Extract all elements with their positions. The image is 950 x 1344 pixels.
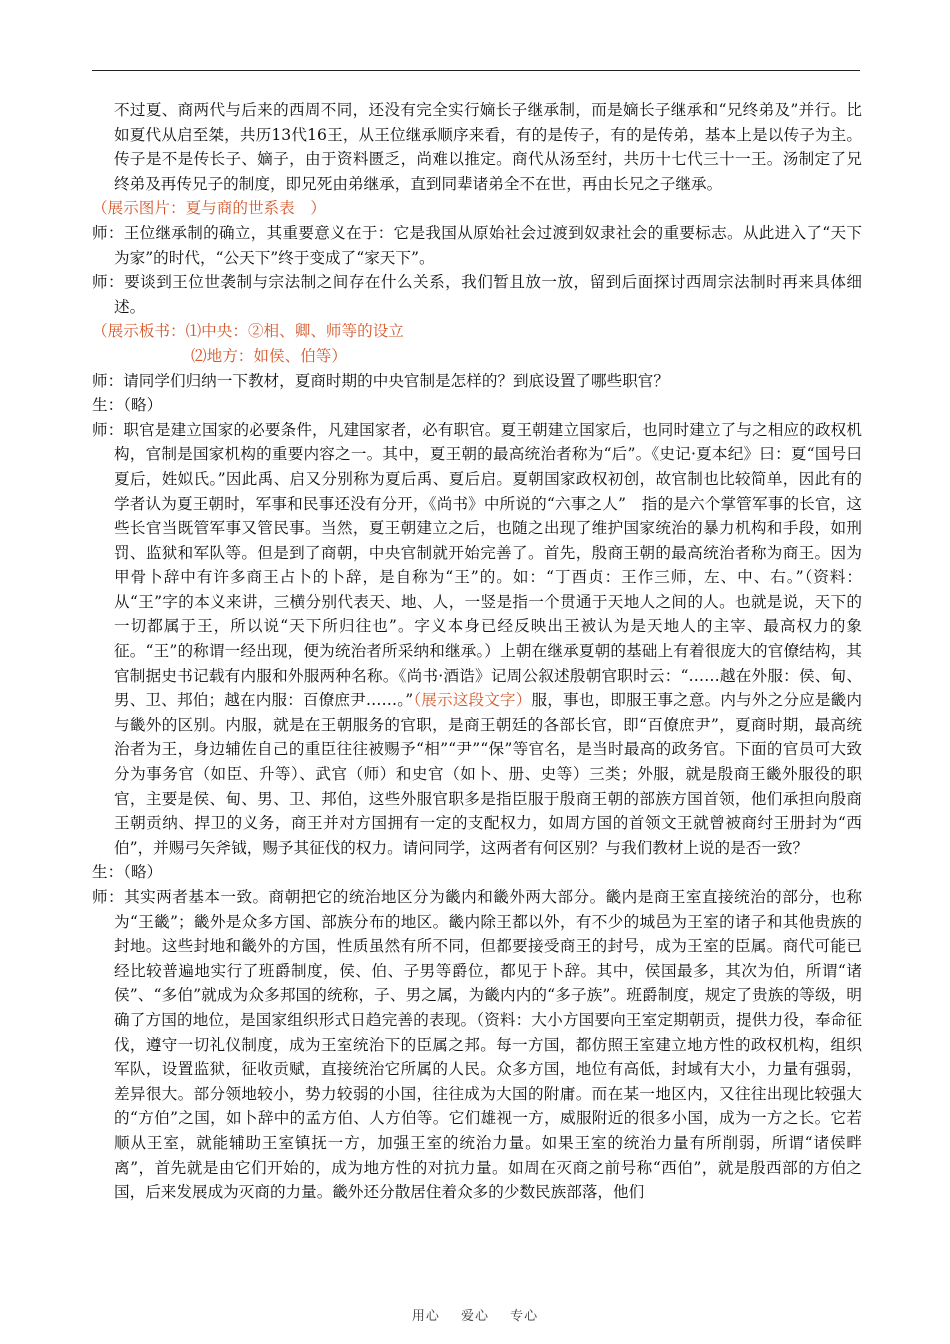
show-image-note: （展示图片：夏与商的世系表 ） (92, 199, 326, 218)
teacher-line: 师：王位继承制的确立，其重要意义在于：它是我国从原始社会过渡到奴隶社会的重要标志。从此进入了“天下为家”的时代，“公天下”终于变成了“家天下”。 (92, 223, 862, 267)
footer-word: 用心 (411, 1309, 440, 1324)
header-rule (92, 70, 860, 71)
paragraph-text: 服，事也，即服王事之意。内与外之分应是畿内与畿外的区别。内服，就是在王朝服务的官职，是商王朝廷的各部长官，即“百僚庶尹”，夏商时期，最高统治者为王，身边辅佐自己的重臣往往被赐予“相”“尹”“保”等官名，是当时最高的政务官。下面的官员可大致分为事务官（如臣、升等）、武官（师）和史官（如卜、册、史等）三类；外服，就是殷商王畿外服役的职官，主要是侯、甸、男、卫、邦伯，这些外服官职多是指臣服于殷商王朝的部族方国首领，他们承担向殷商王朝贡纳、捍卫的义务，商王并对方国拥有一定的支配权力，如周方国的首领文王就曾被商纣王册封为“西伯”，并赐弓矢斧钺，赐予其征伐的权力。请问同学，这两者有何区别？与我们教材上说的是否一致？ (114, 691, 862, 857)
footer-word: 爱心 (460, 1309, 489, 1324)
show-text-note: （展示这段文字） (413, 691, 532, 710)
paragraph-text: 师：职官是建立国家的必要条件，凡建国家者，必有职官。夏王朝建立国家后，也同时建立了与之相应的政权机构，官制是国家机构的重要内容之一。其中，夏王朝的最高统治者称为“后”。《史记·夏本纪》曰：夏“国号曰夏后，姓姒氏。”因此禹、启又分别称为夏后禹、夏后启。夏朝国家政权初创，故官制也比较简单，因此有的学者认为夏王朝时，军事和民事还没有分开，《尚书》中所说的“六事之人” 指的是六个掌管军事的长官，这些长官当既管军事又管民事。当然，夏王朝建立之后，也随之出现了维护国家统治的暴力机构和手段，如刑罚、监狱和军队等。但是到了商朝，中央官制就开始完善了。首先，殷商王朝的最高统治者称为商王。因为甲骨卜辞中有许多商王占卜的卜辞，是自称为“王”的。如：“丁酉贞：王作三师，左、中、右。”（资料：从“王”字的本义来讲，三横分别代表天、地、人，一竖是指一个贯通于天地人之间的人。也就是说，天下的一切都属于王，所以说“天下所归往也”。字义本身已经反映出王被认为是天地人的主宰、最高权力的象征。“王”的称谓一经出现，便为统治者所采纳和继承。）上朝在继承夏朝的基础上有着很庞大的官僚结构，其官制据史书记载有内服和外服两种名称。《尚书·酒诰》记周公叙述殷朝官职时云：“……越在外服：侯、甸、男、卫、邦伯；越在内服：百僚庶尹……。” (92, 420, 862, 710)
document-body (92, 98, 862, 1205)
page-footer (0, 1305, 950, 1324)
board-note-central: （展示板书：⑴中央：②相、卿、师等的设立 (92, 322, 404, 341)
paragraph-succession: 不过夏、商两代与后来的西周不同，还没有完全实行嫡长子继承制，而是嫡长子继承和“兄终弟及”并行。比如夏代从启至桀，共历13代16王，从王位继承顺序来看，有的是传子，有的是传弟，基本上是以传子为主。传子是不是传长子、嫡子，由于资料匮乏，尚难以推定。商代从汤至纣，共历十七代三十一王。汤制定了兄终弟及再传兄子的制度，即兄死由弟继承，直到同辈诸弟全不在世，再由长兄之子继承。 (114, 101, 862, 193)
student-line: 生：（略） (92, 863, 163, 882)
board-note-local: ⑵地方：如侯、伯等） (191, 346, 347, 365)
teacher-line-fiefs: 师：其实两者基本一致。商朝把它的统治地区分为畿内和畿外两大部分。畿内是商王室直接统治的部分，也称为“王畿”；畿外是众多方国、部族分布的地区。畿内除王都以外，有不少的城邑为王室的诸子和其他贵族的封地。这些封地和畿外的方国，性质虽然有所不同，但都要接受商王的封号，成为王室的臣属。商代可能已经比较普遍地实行了班爵制度，侯、伯、子男等爵位，都见于卜辞。其中，侯国最多，其次为伯，所谓“诸侯”、“多伯”就成为众多邦国的统称，子、男之属，为畿内内的“多子族”。班爵制度，规定了贵族的等级，明确了方国的地位，是国家组织形式日趋完善的表现。（资料：大小方国要向王室定期朝贡，提供力役，奉命征伐，遵守一切礼仪制度，成为王室统治下的臣属之邦。每一方国，都仿照王室建立地方性的政权机构，组织军队，设置监狱，征收贡赋，直接统治它所属的人民。众多方国，地位有高低，封域有大小，力量有强弱，差异很大。部分领地较小，势力较弱的小国，往往成为大国的附庸。而在某一地区内，又往往出现比较强大的“方伯”之国，如卜辞中的孟方伯、人方伯等。它们雄视一方，威服附近的很多小国，成为一方之长。它若顺从王室，就能辅助王室镇抚一方，加强王室的统治力量。如果王室的统治力量有所削弱，所谓“诸侯畔离”，首先就是由它们开始的，成为地方性的对抗力量。如周在灭商之前号称“西伯”，就是殷西部的方伯之国，后来发展成为灭商的力量。畿外还分散居住着众多的少数民族部落，他们 (92, 888, 862, 1202)
teacher-line: 师：要谈到王位世袭制与宗法制之间存在什么关系，我们暂且放一放，留到后面探讨西周宗法制时再来具体细述。 (92, 273, 862, 316)
teacher-line: 师：请同学们归纳一下教材，夏商时期的中央官制是怎样的？到底设置了哪些职官？ (92, 371, 669, 390)
student-line: 生：（略） (92, 396, 163, 415)
teacher-line-officials (92, 418, 862, 861)
footer-word: 专心 (510, 1309, 539, 1324)
